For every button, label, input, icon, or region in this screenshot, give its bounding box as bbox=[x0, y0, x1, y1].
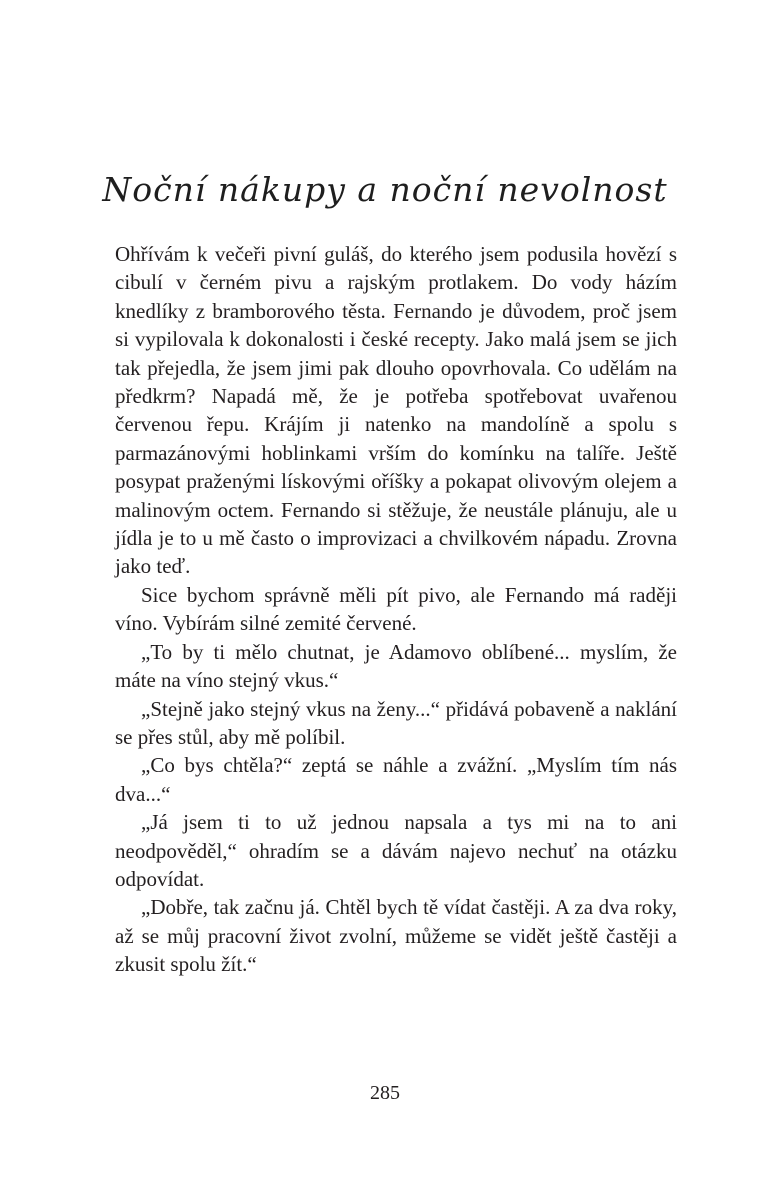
paragraph: Ohřívám k večeři pivní guláš, do kterého jsem podusila hovězí s cibulí v černém pivu a rajským protlakem. Do vody házím knedlíky z bramborového těsta. Fernando je důvodem, proč jsem si vypilovala k dokonalosti i české recepty. Jako malá jsem se jich tak přejedla, že jsem jimi pak dlouho opovrhovala. Co udělám na předkrm? Napadá mě, že je potřeba spotřebovat uvařenou červenou řepu. Krájím ji natenko na mandolíně a spolu s parmazánovými hoblinkami vrším do komínku na talíře. Ještě posypat praženými lískovými oříšky a pokapat olivovým olejem a malinovým octem. Fernando si stěžuje, že neustále plánuju, ale u jídla je to u mě často o improvizaci a chvilkovém nápadu. Zrovna jako teď. bbox=[115, 242, 677, 579]
paragraph: „To by ti mělo chutnat, je Adamovo oblíbené... myslím, že máte na víno stejný vkus.“ bbox=[115, 639, 677, 693]
page-number: 285 bbox=[370, 1082, 400, 1104]
paragraph: „Stejně jako stejný vkus na ženy...“ přidává pobaveně a naklání se přes stůl, aby mě políbil. bbox=[115, 696, 677, 749]
paragraph: „Co bys chtěla?“ zeptá se náhle a zvážní. „Myslím tím nás dva...“ bbox=[115, 753, 677, 806]
paragraph: Sice bychom správně měli pít pivo, ale Fernando má raději víno. Vybírám silné zemité červené. bbox=[115, 582, 677, 636]
paragraph: „Dobře, tak začnu já. Chtěl bych tě vídat častěji. A za dva roky, až se můj pracovní život zvolní, můžeme se vidět ještě častěji a zkusit spolu žít.“ bbox=[115, 895, 677, 977]
paragraph: „Já jsem ti to už jednou napsala a tys mi na to ani neodpověděl,“ ohradím se a dávám najevo nechuť na otázku odpovídat. bbox=[115, 810, 677, 891]
chapter-body bbox=[115, 240, 677, 979]
chapter-title: Noční nákupy a noční nevolnost bbox=[102, 170, 668, 209]
